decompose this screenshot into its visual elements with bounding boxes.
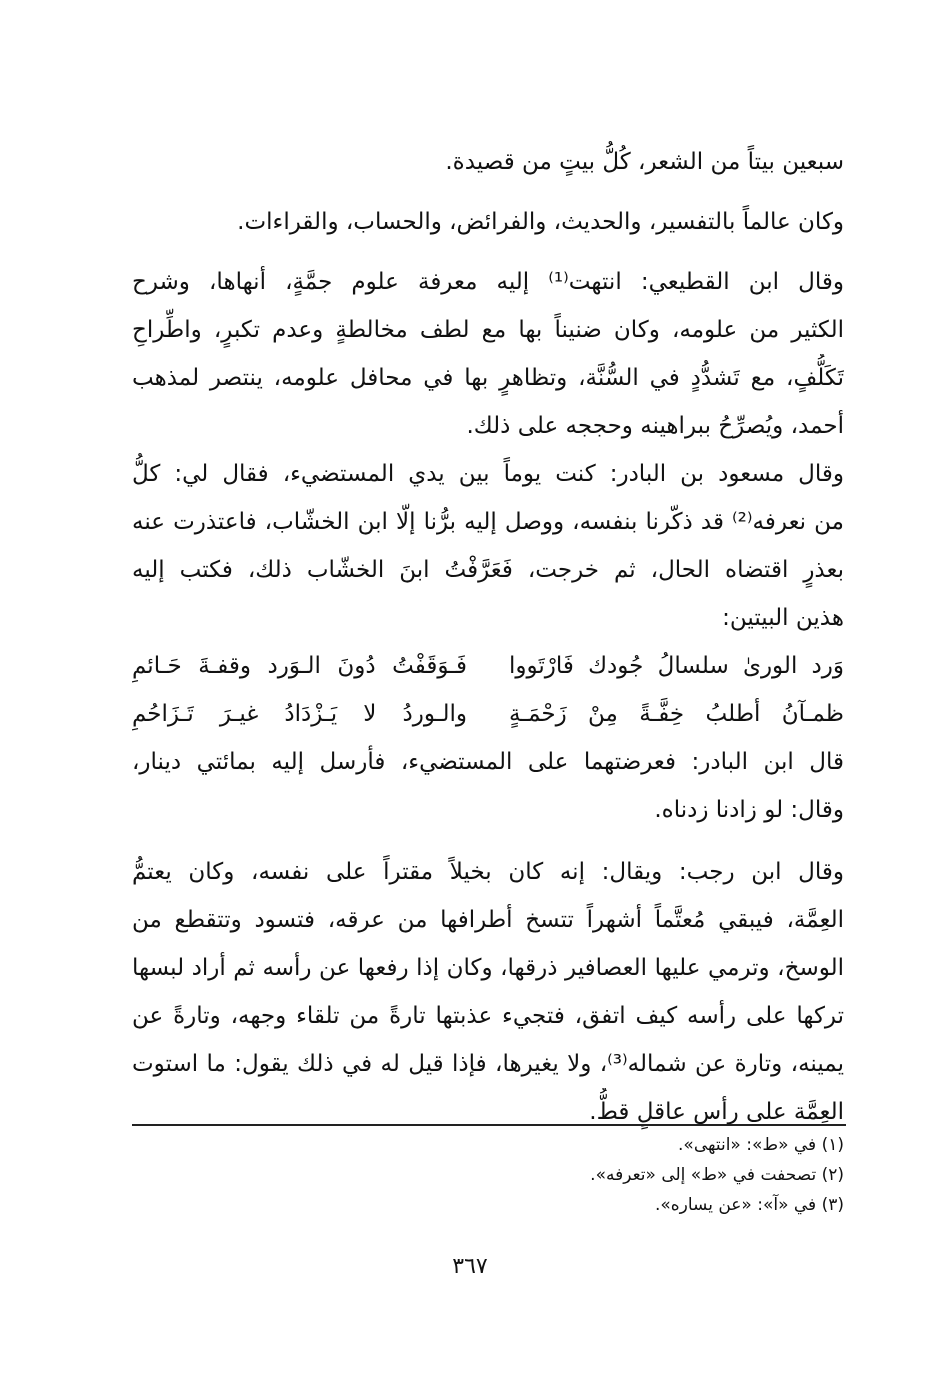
text-line: وكان عالماً بالتفسير، والحديث، والفرائض، والحساب، والقراءات. bbox=[237, 209, 844, 235]
text-line: الوسخ، وترمي عليها العصافير ذرقها، وكان إذا رفعها عن رأسه ثم أراد لبسها bbox=[132, 955, 844, 981]
text-line: سبعين بيتاً من الشعر، كُلُّ بيتٍ من قصيدة. bbox=[445, 149, 844, 175]
text-line: العِمَّة، فيبقي مُعتَّماً أشهراً تتسخ أطرافها من عرقه، فتسود وتتقطع من bbox=[132, 907, 844, 933]
footnote: (١) في «ط»: «انتهى». bbox=[678, 1135, 844, 1155]
footnote-separator bbox=[132, 1124, 846, 1126]
text-line: أحمد، ويُصرِّحُ ببراهينه وحججه على ذلك. bbox=[466, 413, 844, 439]
text-line: يمينه، وتارة عن شماله⁽³⁾، ولا يغيرها، فإذا قيل له في ذلك يقول: ما استوت bbox=[132, 1051, 844, 1077]
text-line: هذين البيتين: bbox=[722, 605, 844, 631]
text-line: وقال ابن القطيعي: انتهت⁽¹⁾ إليه معرفة علوم جمَّةٍ، أنهاها، وشرح bbox=[132, 269, 844, 295]
text-line: بعذرٍ اقتضاه الحال، ثم خرجت، فَعَرَّفْتُ ابنَ الخشّاب ذلك، فكتب إليه bbox=[132, 557, 844, 583]
text-line: من نعرفه⁽²⁾ قد ذكّرنا بنفسه، ووصل إليه برُّنا إلّا ابن الخشّاب، فاعتذرت عنه bbox=[132, 509, 844, 535]
page-number: ٣٦٧ bbox=[452, 1254, 488, 1279]
verse-second-hemistich: والـوردُ لا يَـزْدَادُ غيـرَ تَـزَاحُمِ bbox=[132, 701, 467, 727]
verse-first-hemistich: وَرد الورىٰ سلسالُ جُودك فَارْتَووا bbox=[509, 653, 844, 679]
footnote: (٢) تصحفت في «ط» إلى «تعرفه». bbox=[590, 1165, 844, 1185]
verse-line bbox=[132, 642, 844, 690]
footnote: (٣) في «آ»: «عن يساره». bbox=[654, 1195, 844, 1215]
text-line: الكثير من علومه، وكان ضنيناً بها مع لطف مخالطةٍ وعدم تكبرٍ، واطِّراحِ bbox=[132, 317, 844, 343]
text-line: قال ابن البادر: فعرضتهما على المستضيء، فأرسل إليه بمائتي دينار، bbox=[132, 749, 844, 775]
main-text bbox=[132, 138, 844, 1136]
text-line: تركها على رأسه كيف اتفق، فتجيء عذبتها تارةً من تلقاء وجهه، وتارةً عن bbox=[132, 1003, 844, 1029]
text-line: العِمَّة على رأس عاقلٍ قطُّ. bbox=[589, 1099, 844, 1125]
verse-line bbox=[132, 690, 844, 738]
verse-first-hemistich: ظمـآنُ أطلبُ خِفَّـةً مِنْ زَحْمَـةٍ bbox=[509, 701, 844, 727]
text-line: تَكَلُّفٍ، مع تَشدُّدٍ في السُّنَّة، وتظاهرٍ بها في محافل علومه، ينتصر لمذهب bbox=[132, 365, 844, 391]
text-line: وقال مسعود بن البادر: كنت يوماً بين يدي المستضيء، فقال لي: كلُّ bbox=[132, 461, 844, 487]
footnotes bbox=[132, 1130, 844, 1220]
text-line: وقال: لو زادنا زدناه. bbox=[654, 797, 844, 823]
text-line: وقال ابن رجب: ويقال: إنه كان بخيلاً مقتراً على نفسه، وكان يعتمُّ bbox=[132, 859, 844, 885]
verse-second-hemistich: فَـوَقَفْتُ دُونَ الـوَرد وقفـةَ حَـائمِ bbox=[132, 653, 467, 679]
